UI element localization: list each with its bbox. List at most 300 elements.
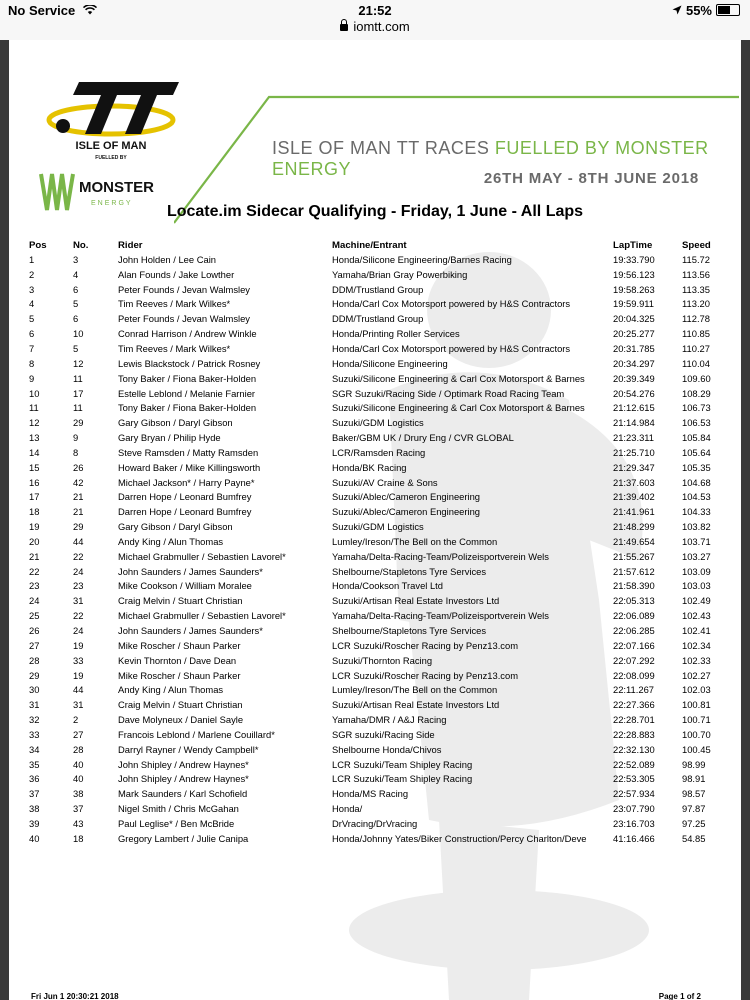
- cell-rider: Darren Hope / Leonard Bumfrey: [118, 491, 252, 503]
- cell-laptime: 21:55.267: [613, 550, 655, 562]
- cell-speed: 108.29: [682, 387, 711, 399]
- table-row: [29, 311, 722, 326]
- cell-pos: 21: [29, 550, 40, 562]
- table-row: [29, 341, 722, 356]
- cell-laptime: 22:06.089: [613, 610, 655, 622]
- print-timestamp: Fri Jun 1 20:30:21 2018: [31, 992, 119, 1000]
- cell-speed: 100.71: [682, 714, 711, 726]
- cell-pos: 26: [29, 625, 40, 637]
- cell-laptime: 21:25.710: [613, 446, 655, 458]
- cell-machine: Suzuki/Ablec/Cameron Engineering: [332, 506, 480, 518]
- svg-text:ENERGY: ENERGY: [91, 200, 133, 207]
- cell-laptime: 22:08.099: [613, 669, 655, 681]
- cell-speed: 102.43: [682, 610, 711, 622]
- cell-speed: 103.82: [682, 521, 711, 533]
- cell-no: 31: [73, 699, 84, 711]
- cell-pos: 13: [29, 432, 40, 444]
- carrier-label: No Service: [8, 3, 97, 18]
- cell-speed: 113.56: [682, 268, 710, 280]
- cell-machine: Suzuki/GDM Logistics: [332, 521, 424, 533]
- cell-laptime: 22:27.366: [613, 699, 655, 711]
- cell-speed: 105.64: [682, 446, 711, 458]
- col-machine: Machine/Entrant: [332, 239, 407, 251]
- cell-machine: LCR Suzuki/Team Shipley Racing: [332, 758, 473, 770]
- cell-no: 40: [73, 758, 84, 770]
- cell-machine: Yamaha/Brian Gray Powerbiking: [332, 268, 468, 280]
- cell-rider: Howard Baker / Mike Killingsworth: [118, 461, 261, 473]
- cell-rider: Gregory Lambert / Julie Canipa: [118, 832, 249, 844]
- cell-pos: 8: [29, 357, 35, 369]
- cell-pos: 16: [29, 476, 40, 488]
- cell-laptime: 20:34.297: [613, 357, 655, 369]
- svg-text:FUELLED BY: FUELLED BY: [95, 155, 127, 161]
- cell-machine: Honda/Carl Cox Motorsport powered by H&S Contractors: [332, 298, 571, 310]
- cell-no: 5: [73, 342, 79, 354]
- cell-laptime: 22:53.305: [613, 773, 655, 785]
- col-pos: Pos: [29, 239, 47, 251]
- cell-speed: 105.84: [682, 432, 711, 444]
- svg-text:ISLE OF MAN: ISLE OF MAN: [75, 140, 147, 152]
- cell-machine: Baker/GBM UK / Drury Eng / CVR GLOBAL: [332, 432, 514, 444]
- cell-machine: Suzuki/GDM Logistics: [332, 417, 424, 429]
- table-row: [29, 579, 722, 594]
- cell-machine: Yamaha/Delta-Racing-Team/Polizeisportverein Wels: [332, 550, 549, 562]
- table-row: [29, 430, 722, 445]
- cell-pos: 22: [29, 565, 40, 577]
- cell-rider: John Shipley / Andrew Haynes*: [118, 773, 249, 785]
- cell-machine: Lumley/Ireson/The Bell on the Common: [332, 684, 498, 696]
- cell-laptime: 22:07.292: [613, 654, 655, 666]
- cell-pos: 14: [29, 446, 40, 458]
- cell-machine: Honda/Johnny Yates/Biker Construction/Percy Charlton/Deve: [332, 832, 587, 844]
- cell-pos: 5: [29, 313, 35, 325]
- cell-no: 29: [73, 417, 84, 429]
- cell-speed: 97.25: [682, 817, 706, 829]
- cell-laptime: 21:39.402: [613, 491, 655, 503]
- cell-rider: Alan Founds / Jake Lowther: [118, 268, 235, 280]
- cell-laptime: 21:29.347: [613, 461, 655, 473]
- cell-rider: Gary Gibson / Daryl Gibson: [118, 417, 233, 429]
- cell-rider: Andy King / Alun Thomas: [118, 684, 224, 696]
- cell-rider: Tony Baker / Fiona Baker-Holden: [118, 402, 257, 414]
- tt-monster-logo: [29, 62, 179, 222]
- cell-no: 23: [73, 580, 84, 592]
- cell-laptime: 21:12.615: [613, 402, 655, 414]
- cell-pos: 31: [29, 699, 40, 711]
- pdf-page: [9, 40, 741, 1000]
- cell-machine: Suzuki/Artisan Real Estate Investors Ltd: [332, 699, 500, 711]
- cell-rider: Craig Melvin / Stuart Christian: [118, 699, 243, 711]
- cell-no: 38: [73, 788, 84, 800]
- cell-no: 2: [73, 714, 79, 726]
- cell-rider: Dave Molyneux / Daniel Sayle: [118, 714, 244, 726]
- cell-speed: 54.85: [682, 832, 706, 844]
- table-row: [29, 371, 722, 386]
- cell-speed: 97.87: [682, 803, 706, 815]
- cell-pos: 39: [29, 817, 40, 829]
- cell-rider: John Saunders / James Saunders*: [118, 565, 263, 577]
- page-number: Page 1 of 2: [658, 992, 701, 1000]
- cell-machine: SGR Suzuki/Racing Side / Optimark Road Racing Team: [332, 387, 565, 399]
- cell-rider: Tony Baker / Fiona Baker-Holden: [118, 372, 257, 384]
- table-row: [29, 682, 722, 697]
- cell-speed: 102.41: [682, 625, 711, 637]
- cell-pos: 2: [29, 268, 35, 280]
- table-row: [29, 772, 722, 787]
- cell-rider: Mike Roscher / Shaun Parker: [118, 669, 241, 681]
- cell-laptime: 22:28.883: [613, 728, 655, 740]
- cell-pos: 27: [29, 639, 40, 651]
- cell-pos: 1: [29, 253, 35, 265]
- cell-rider: Andy King / Alun Thomas: [118, 535, 224, 547]
- table-row: [29, 786, 722, 801]
- cell-rider: Tim Reeves / Mark Wilkes*: [118, 342, 231, 354]
- cell-rider: Gary Gibson / Daryl Gibson: [118, 521, 233, 533]
- table-row: [29, 668, 722, 683]
- cell-rider: Paul Leglise* / Ben McBride: [118, 817, 235, 829]
- cell-speed: 100.45: [682, 743, 711, 755]
- table-row: [29, 326, 722, 341]
- cell-machine: Honda/Cookson Travel Ltd: [332, 580, 444, 592]
- cell-no: 26: [73, 461, 84, 473]
- cell-pos: 7: [29, 342, 35, 354]
- table-row: [29, 415, 722, 430]
- cell-speed: 104.68: [682, 476, 711, 488]
- cell-speed: 113.35: [682, 283, 710, 295]
- battery-status: 55%: [672, 3, 740, 18]
- cell-machine: Yamaha/Delta-Racing-Team/Polizeisportverein Wels: [332, 610, 549, 622]
- cell-pos: 12: [29, 417, 40, 429]
- table-row: [29, 638, 722, 653]
- cell-laptime: 22:52.089: [613, 758, 655, 770]
- cell-no: 42: [73, 476, 84, 488]
- cell-laptime: 22:11.267: [613, 684, 655, 696]
- cell-pos: 32: [29, 714, 40, 726]
- cell-rider: Michael Jackson* / Harry Payne*: [118, 476, 255, 488]
- cell-laptime: 20:39.349: [613, 372, 655, 384]
- table-row: [29, 490, 722, 505]
- cell-machine: SGR suzuki/Racing Side: [332, 728, 435, 740]
- cell-machine: Yamaha/DMR / A&J Racing: [332, 714, 447, 726]
- location-arrow-icon: [672, 3, 682, 18]
- cell-no: 17: [73, 387, 84, 399]
- table-row: [29, 801, 722, 816]
- cell-pos: 15: [29, 461, 40, 473]
- svg-text:MONSTER: MONSTER: [79, 179, 154, 196]
- cell-speed: 110.85: [682, 328, 710, 340]
- table-row: [29, 653, 722, 668]
- cell-laptime: 22:06.285: [613, 625, 655, 637]
- cell-rider: Kevin Thornton / Dave Dean: [118, 654, 237, 666]
- cell-speed: 115.72: [682, 253, 710, 265]
- cell-machine: Shelbourne Honda/Chivos: [332, 743, 442, 755]
- cell-rider: Tim Reeves / Mark Wilkes*: [118, 298, 231, 310]
- cell-rider: Craig Melvin / Stuart Christian: [118, 595, 243, 607]
- cell-laptime: 22:28.701: [613, 714, 655, 726]
- cell-pos: 30: [29, 684, 40, 696]
- cell-no: 21: [73, 506, 84, 518]
- cell-pos: 29: [29, 669, 40, 681]
- cell-no: 10: [73, 328, 84, 340]
- cell-laptime: 22:07.166: [613, 639, 655, 651]
- cell-no: 22: [73, 550, 84, 562]
- table-row: [29, 623, 722, 638]
- cell-laptime: 20:54.276: [613, 387, 655, 399]
- table-row: [29, 564, 722, 579]
- clock: 21:52: [358, 3, 392, 18]
- cell-pos: 33: [29, 728, 40, 740]
- cell-rider: Lewis Blackstock / Patrick Rosney: [118, 357, 261, 369]
- cell-machine: Honda/Carl Cox Motorsport powered by H&S Contractors: [332, 342, 571, 354]
- cell-machine: DDM/Trustland Group: [332, 283, 424, 295]
- cell-no: 44: [73, 535, 84, 547]
- cell-machine: Shelbourne/Stapletons Tyre Services: [332, 565, 487, 577]
- table-row: [29, 727, 722, 742]
- table-row: [29, 267, 722, 282]
- cell-no: 18: [73, 832, 84, 844]
- cell-speed: 103.71: [682, 535, 711, 547]
- cell-rider: Darryl Rayner / Wendy Campbell*: [118, 743, 259, 755]
- cell-laptime: 23:07.790: [613, 803, 655, 815]
- battery-icon: [716, 4, 740, 16]
- cell-machine: Lumley/Ireson/The Bell on the Common: [332, 535, 498, 547]
- cell-rider: John Shipley / Andrew Haynes*: [118, 758, 249, 770]
- cell-speed: 113.20: [682, 298, 710, 310]
- cell-laptime: 21:57.612: [613, 565, 655, 577]
- cell-pos: 20: [29, 535, 40, 547]
- cell-machine: Suzuki/Silicone Engineering & Carl Cox Motorsport & Barnes: [332, 402, 585, 414]
- cell-machine: Suzuki/Artisan Real Estate Investors Ltd: [332, 595, 500, 607]
- cell-pos: 38: [29, 803, 40, 815]
- table-row: [29, 831, 722, 846]
- cell-machine: Honda/Silicone Engineering: [332, 357, 448, 369]
- cell-no: 29: [73, 521, 84, 533]
- cell-pos: 9: [29, 372, 35, 384]
- table-row: [29, 504, 722, 519]
- cell-pos: 18: [29, 506, 40, 518]
- table-header-row: [29, 238, 722, 252]
- cell-machine: Suzuki/Thornton Racing: [332, 654, 433, 666]
- table-row: [29, 816, 722, 831]
- cell-rider: Conrad Harrison / Andrew Winkle: [118, 328, 257, 340]
- table-row: [29, 697, 722, 712]
- event-dates: 26TH MAY - 8TH JUNE 2018: [483, 170, 699, 187]
- cell-no: 11: [73, 372, 83, 384]
- cell-pos: 19: [29, 521, 40, 533]
- cell-machine: Honda/: [332, 803, 363, 815]
- cell-speed: 98.91: [682, 773, 706, 785]
- cell-machine: Suzuki/Silicone Engineering & Carl Cox Motorsport & Barnes: [332, 372, 585, 384]
- cell-pos: 6: [29, 328, 35, 340]
- lock-icon: [340, 24, 348, 31]
- table-row: [29, 519, 722, 534]
- cell-speed: 102.27: [682, 669, 711, 681]
- url-text: iomtt.com: [353, 19, 410, 34]
- cell-pos: 35: [29, 758, 40, 770]
- cell-pos: 23: [29, 580, 40, 592]
- cell-rider: Peter Founds / Jevan Walmsley: [118, 283, 250, 295]
- cell-no: 33: [73, 654, 84, 666]
- cell-speed: 112.78: [682, 313, 710, 325]
- cell-pos: 34: [29, 743, 40, 755]
- cell-speed: 100.81: [682, 699, 711, 711]
- cell-speed: 98.99: [682, 758, 706, 770]
- results-table: [29, 238, 722, 846]
- cell-speed: 103.09: [682, 565, 711, 577]
- cell-machine: Suzuki/AV Craine & Sons: [332, 476, 438, 488]
- cell-no: 40: [73, 773, 84, 785]
- cell-rider: Darren Hope / Leonard Bumfrey: [118, 506, 252, 518]
- table-row: [29, 593, 722, 608]
- cell-laptime: 22:32.130: [613, 743, 655, 755]
- cell-rider: John Holden / Lee Cain: [118, 253, 216, 265]
- cell-speed: 109.60: [682, 372, 711, 384]
- cell-no: 4: [73, 268, 79, 280]
- cell-machine: Suzuki/Ablec/Cameron Engineering: [332, 491, 480, 503]
- cell-rider: Nigel Smith / Chris McGahan: [118, 803, 239, 815]
- cell-pos: 25: [29, 610, 40, 622]
- cell-machine: LCR Suzuki/Roscher Racing by Penz13.com: [332, 669, 519, 681]
- table-row: [29, 460, 722, 475]
- cell-no: 12: [73, 357, 84, 369]
- cell-speed: 102.03: [682, 684, 711, 696]
- cell-pos: 36: [29, 773, 40, 785]
- cell-laptime: 21:23.311: [613, 432, 655, 444]
- cell-pos: 40: [29, 832, 40, 844]
- cell-speed: 104.33: [682, 506, 711, 518]
- cell-laptime: 20:25.277: [613, 328, 655, 340]
- cell-speed: 103.27: [682, 550, 711, 562]
- cell-speed: 100.70: [682, 728, 711, 740]
- status-bar: [0, 0, 750, 40]
- table-row: [29, 400, 722, 415]
- cell-rider: Michael Grabmuller / Sebastien Lavorel*: [118, 610, 286, 622]
- col-speed: Speed: [682, 239, 711, 251]
- cell-laptime: 21:49.654: [613, 535, 655, 547]
- results-body: [29, 252, 722, 846]
- cell-speed: 98.57: [682, 788, 706, 800]
- cell-speed: 104.53: [682, 491, 711, 503]
- address-bar[interactable]: [0, 19, 750, 34]
- col-no: No.: [73, 239, 89, 251]
- cell-no: 3: [73, 253, 79, 265]
- cell-no: 11: [73, 402, 83, 414]
- table-row: [29, 757, 722, 772]
- cell-pos: 24: [29, 595, 40, 607]
- table-row: [29, 297, 722, 312]
- results-title: Locate.im Sidecar Qualifying - Friday, 1 June - All Laps: [166, 203, 584, 220]
- tt-logo-icon: [29, 62, 179, 222]
- cell-rider: Mike Cookson / William Moralee: [118, 580, 252, 592]
- cell-no: 28: [73, 743, 84, 755]
- table-row: [29, 534, 722, 549]
- cell-laptime: 21:14.984: [613, 417, 655, 429]
- cell-no: 6: [73, 313, 79, 325]
- cell-pos: 4: [29, 298, 35, 310]
- cell-laptime: 19:56.123: [613, 268, 655, 280]
- cell-rider: John Saunders / James Saunders*: [118, 625, 263, 637]
- cell-laptime: 22:57.934: [613, 788, 655, 800]
- cell-rider: Peter Founds / Jevan Walmsley: [118, 313, 250, 325]
- cell-machine: Honda/Silicone Engineering/Barnes Racing: [332, 253, 512, 265]
- cell-speed: 106.53: [682, 417, 711, 429]
- cell-rider: Mike Roscher / Shaun Parker: [118, 639, 241, 651]
- col-laptime: LapTime: [613, 239, 653, 251]
- cell-laptime: 21:48.299: [613, 521, 655, 533]
- cell-no: 24: [73, 625, 84, 637]
- cell-no: 8: [73, 446, 79, 458]
- cell-laptime: 19:58.263: [613, 283, 655, 295]
- cell-pos: 10: [29, 387, 40, 399]
- cell-no: 37: [73, 803, 84, 815]
- cell-laptime: 23:16.703: [613, 817, 655, 829]
- table-row: [29, 475, 722, 490]
- cell-pos: 3: [29, 283, 35, 295]
- cell-speed: 110.27: [682, 342, 710, 354]
- cell-pos: 37: [29, 788, 40, 800]
- cell-speed: 106.73: [682, 402, 711, 414]
- cell-laptime: 21:58.390: [613, 580, 655, 592]
- cell-rider: Gary Bryan / Philip Hyde: [118, 432, 221, 444]
- cell-no: 9: [73, 432, 79, 444]
- cell-machine: Honda/MS Racing: [332, 788, 409, 800]
- cell-machine: LCR Suzuki/Roscher Racing by Penz13.com: [332, 639, 519, 651]
- cell-machine: Shelbourne/Stapletons Tyre Services: [332, 625, 487, 637]
- cell-machine: Honda/Printing Roller Services: [332, 328, 460, 340]
- table-row: [29, 608, 722, 623]
- cell-speed: 102.34: [682, 639, 711, 651]
- cell-pos: 28: [29, 654, 40, 666]
- cell-machine: LCR/Ramsden Racing: [332, 446, 426, 458]
- cell-laptime: 22:05.313: [613, 595, 655, 607]
- cell-laptime: 19:59.911: [613, 298, 655, 310]
- cell-no: 43: [73, 817, 84, 829]
- cell-no: 5: [73, 298, 79, 310]
- cell-laptime: 20:04.325: [613, 313, 655, 325]
- event-title: ISLE OF MAN TT RACES FUELLED BY MONSTER ENERGY: [272, 138, 709, 179]
- cell-pos: 11: [29, 402, 39, 414]
- table-row: [29, 445, 722, 460]
- table-row: [29, 549, 722, 564]
- table-row: [29, 252, 722, 267]
- cell-laptime: 21:41.961: [613, 506, 655, 518]
- table-row: [29, 356, 722, 371]
- cell-no: 19: [73, 669, 84, 681]
- cell-speed: 102.33: [682, 654, 711, 666]
- cell-no: 21: [73, 491, 84, 503]
- cell-rider: Estelle Leblond / Melanie Farnier: [118, 387, 256, 399]
- cell-laptime: 20:31.785: [613, 342, 655, 354]
- cell-no: 6: [73, 283, 79, 295]
- table-row: [29, 742, 722, 757]
- cell-machine: DDM/Trustland Group: [332, 313, 424, 325]
- cell-no: 19: [73, 639, 84, 651]
- table-row: [29, 386, 722, 401]
- cell-laptime: 21:37.603: [613, 476, 655, 488]
- cell-no: 31: [73, 595, 84, 607]
- cell-machine: Honda/BK Racing: [332, 461, 407, 473]
- cell-machine: LCR Suzuki/Team Shipley Racing: [332, 773, 473, 785]
- col-rider: Rider: [118, 239, 143, 251]
- cell-no: 22: [73, 610, 84, 622]
- cell-laptime: 41:16.466: [613, 832, 655, 844]
- cell-speed: 105.35: [682, 461, 711, 473]
- cell-speed: 110.04: [682, 357, 710, 369]
- cell-no: 27: [73, 728, 84, 740]
- cell-rider: Francois Leblond / Marlene Couillard*: [118, 728, 275, 740]
- cell-rider: Michael Grabmuller / Sebastien Lavorel*: [118, 550, 286, 562]
- cell-no: 24: [73, 565, 84, 577]
